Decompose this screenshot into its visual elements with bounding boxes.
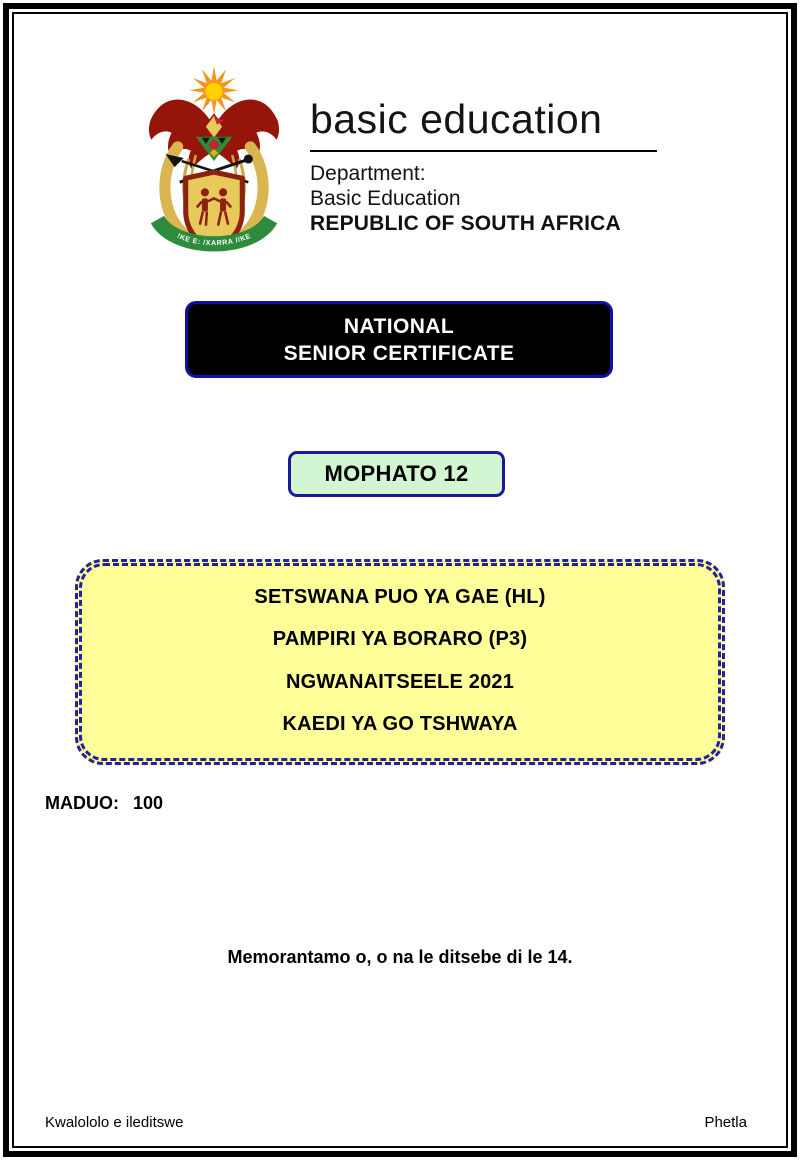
certificate-line-2: SENIOR CERTIFICATE [283, 341, 515, 365]
coat-of-arms-logo [143, 60, 285, 258]
document-type: KAEDI YA GO TSHWAYA [282, 712, 518, 735]
subject-title: SETSWANA PUO YA GAE (HL) [254, 586, 546, 608]
footer-copyright: Kwalololo e ileditswe [45, 1114, 184, 1131]
department-label: Department: [310, 162, 426, 186]
subject-box [75, 559, 725, 765]
country-name: REPUBLIC OF SOUTH AFRICA [310, 212, 621, 236]
footer-page-turn: Phetla [704, 1114, 747, 1131]
marks-value: 100 [133, 793, 164, 813]
brand-title: basic education [310, 96, 603, 142]
brand-underline [310, 150, 657, 152]
grade-label: MOPHATO 12 [324, 461, 469, 486]
logo-motto-text: !KE E: /XARRA //KE [175, 232, 253, 248]
department-name: Basic Education [310, 187, 461, 211]
grade-box [288, 451, 505, 497]
exam-session: NGWANAITSEELE 2021 [285, 670, 515, 693]
brand-block [310, 98, 670, 237]
marks-label: MADUO: [45, 793, 119, 813]
certificate-banner [185, 301, 613, 378]
paper-number: PAMPIRI YA BORARO (P3) [272, 628, 528, 651]
marks-line [45, 793, 163, 814]
page-count-note: Memorantamo o, o na le ditsebe di le 14. [227, 947, 573, 967]
certificate-line-1: NATIONAL [343, 314, 455, 338]
